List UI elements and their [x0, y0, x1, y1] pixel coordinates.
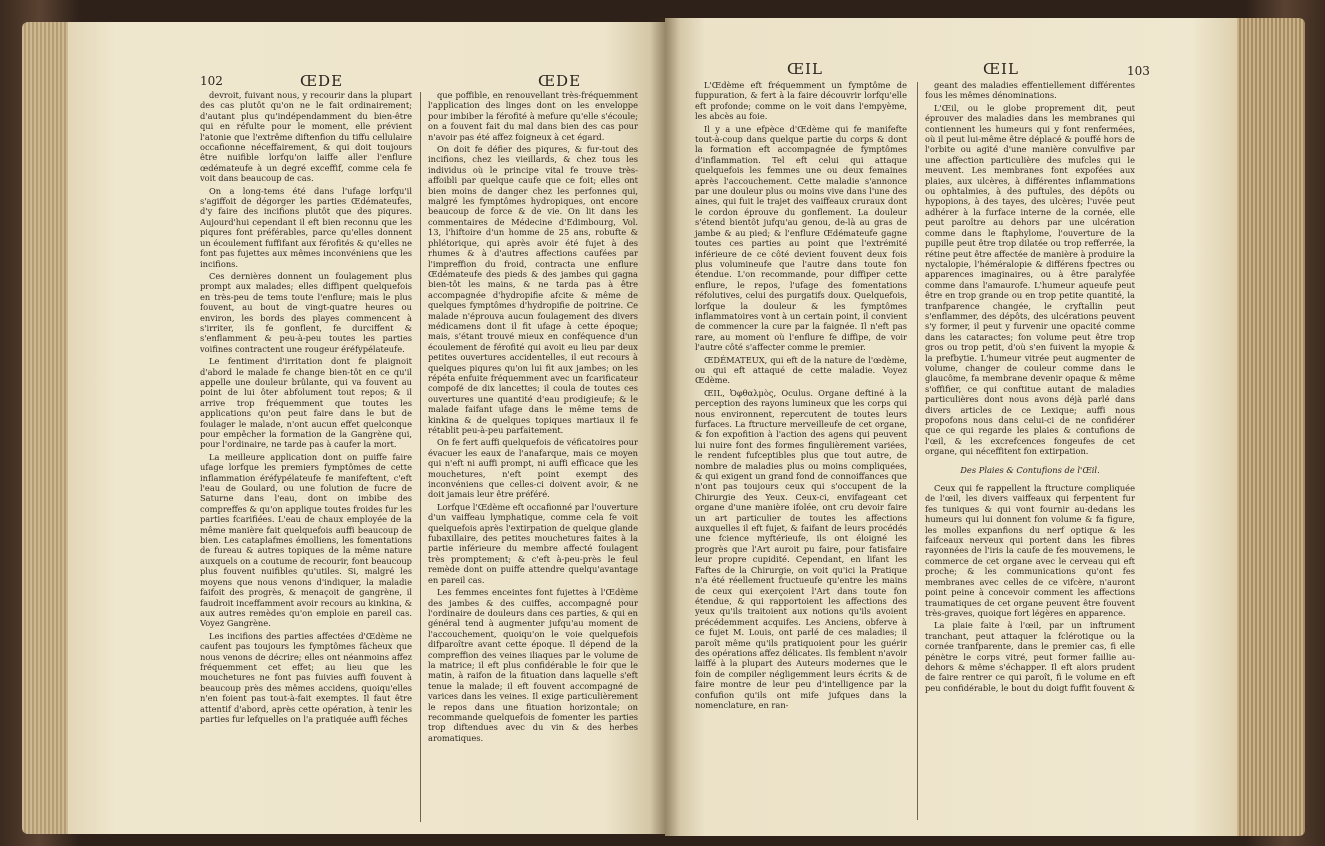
text-column-2: [925, 80, 1135, 825]
running-header: ŒDE: [538, 72, 582, 90]
paragraph: Lorfque l'Œdème eft occafionné par l'ouverture d'un vaiffeau lymphatique, comme cela fe voit quelquefois après l'extirpation de quelque glande fubaxillaire, des petites mouchetures faites à la partie inférieure du membre affecté foulagent très promptement; & c'eft à-peu-près le feul remède dont on puiffe attendre quelqu'avantage en pareil cas.: [428, 501, 638, 585]
section-heading: Des Plaies & Contufions de l'Œil.: [960, 464, 1100, 475]
paragraph: On doit fe défier des piqures, & fur-tout des incifions, chez les vieillards, & chez tous les individus où le principe vital fe trouve très-affoibli par quelque caufe que ce foit; elles ont bien moins de danger chez les perfonnes qui, malgré les fymptômes hydropiques, ont encore beaucoup de force & de vie. On lit dans les commentaires de Médecine d'Edimbourg, Vol. 13, l'hiftoire d'un homme de 25 ans, robufte & phlétorique, qui après avoir été fujet à des rhumes & à d'autres affections caufées par l'impreffion du froid, contracta une enflure Œdémateufe des pieds & des jambes qui gagna bien-tôt les mains, & ne tarda pas à être accompagnée d'hydropifie afcite & même de quelques fymptômes d'hydropifie de poitrine. Ce malade n'éprouva aucun foulagement des divers médicamens dont il fit ufage à cette époque; mais, s'étant trouvé mieux en conféquence d'un écoulement de férofité qui avoit eu lieu par deux petites ouvertures accidentelles, il eut recours à quelques piqures qu'on lui fit aux jambes; on les répéta enfuite fréquemment avec un fcarificateur compofé de dix lancettes; il coula de toutes ces ouvertures une quantité d'eau prodigieufe; & le malade faifant ufage dans le même tems de kinkina & de quelques topiques martiaux il fe rétablit peu-à-peu parfaitement.: [428, 144, 638, 435]
book-gutter: [650, 18, 680, 836]
paragraph: devroit, fuivant nous, y recourir dans la plupart des cas plutôt qu'on ne le fait ordinairement; d'autant plus qu'indépendamment du bien-être qui en réfulte pour le moment, elle prévient l'atonie que l'extrême diftenfion du tiffu cellulaire occafionne néceffairement, & qui doit toujours être nuifible lorfqu'on laiffe aller l'enflure œdémateufe à un degré exceffif, comme cela fe voit dans beaucoup de cas.: [200, 90, 412, 184]
column-rule: [420, 92, 421, 822]
text-column-1: [200, 90, 412, 825]
paragraph: On fe fert auffi quelquefois de véficatoires pour évacuer les eaux de l'anafarque, mais ce moyen qui n'eft ni auffi prompt, ni auffi efficace que les mouchetures, n'eft point exempt des inconvéniens que celles-ci doivent avoir, & ne doit jamais leur être préféré.: [428, 437, 638, 500]
paragraph: Les femmes enceintes font fujettes à l'Œdème des jambes & des cuiffes, accompagné pour l'ordinaire de douleurs dans ces parties, & qui en général tend à augmenter jufqu'au moment de l'accouchement, quoiqu'on le voie quelquefois difparoître avant cette époque. Il dépend de la compreffion des veines iliaques par le volume de la matrice; il eft plus confidérable le foir que le matin, à raifon de la fituation dans laquelle s'eft tenue la malade; il eft fouvent accompagné de varices dans les veines. Il exige particulièrement le repos dans une fituation horizontale; on recommande quelquefois de fomenter les parties trop diftendues avec du vin & des herbes aromatiques.: [428, 587, 638, 743]
running-header: ŒDE: [300, 72, 344, 90]
left-page: [68, 22, 665, 834]
column-rule: [917, 82, 918, 820]
paragraph: ŒDÉMATEUX, qui eft de la nature de l'œdème, ou qui eft attaqué de cette maladie. Voyez Œdème.: [695, 354, 907, 386]
paragraph: L'Œil, ou le globe proprement dit, peut éprouver des maladies dans les membranes qui contiennent les humeurs qui y font renfermées, où il peut lui-même être déplacé & pouffé hors de l'orbite ou agité d'une manière convulfive par une affection particulière des mufcles qui le meuvent. Les membranes font expofées aux plaies, aux ulcères, à différentes inflammations ou ophtalmies, à des puftules, des dépôts ou hypopions, à des tayes, des ulcères; l'uvée peut adhérer à la furface interne de la cornée, elle peut paroître au dehors par une ulcération comme dans le ftaphylome, l'ouverture de la pupille peut être trop dilatée ou trop refferrée, la rétine peut être affectée de manière à produire la nyctalopie, l'héméralopie & différens fpectres ou apparences imaginaires, ou à être paralyfée comme dans l'amaurofe. L'humeur aqueufe peut être en trop grande ou en trop petite quantité, la tranfparence changée, le cryftallin peut s'enflammer, des dépôts, des ulcérations peuvent s'y former, il peut y furvenir une opacité comme dans les cataractes; fon volume peut être trop gros ou trop petit, d'où s'en fuivent la myopie & la prefbytie. L'humeur vitrée peut augmenter de volume, changer de couleur comme dans le glaucôme, fa membrane devenir opaque & même s'offifier, ce qui conftitue autant de maladies particulières dont nous avons déjà parlé dans divers articles de ce Lexique; auffi nous propofons nous dans celui-ci de ne confidérer que ce qui regarde les plaies & contufions de l'œil, & les excrefcences fongeufes de cet organe, qui néceffitent fon extirpation.: [925, 102, 1135, 457]
paragraph: Ceux qui fe rappellent la ftructure compliquée de l'œil, les divers vaiffeaux qui ferpentent fur fes tuniques & qui vont fournir au-dedans les humeurs qui lui donnent fon volume & fa figure, les molles expanfions du nerf optique & les faifceaux nerveux qui portent dans les fibres rayonnées de l'iris la caufe de fes mouvemens, le commerce de cet organe avec le cerveau qui eft proche; & les communications qu'ont fes membranes avec celles de ce vifcère, n'auront point peine à concevoir comment les affections traumatiques de cet organe peuvent être fouvent très-graves, quoique fort légères en apparence.: [925, 483, 1135, 618]
paragraph: geant des maladies effentiellement différentes fous les mêmes dénominations.: [925, 80, 1135, 101]
paragraph: L'Œdème eft fréquemment un fymptôme de fuppuration, & fert à la faire découvrir lorfqu'elle eft profonde; comme on le voit dans l'empyème, les abcès au foie.: [695, 80, 907, 122]
paragraph: ŒIL, Ὀφθαλμὸς, Oculus. Organe deftiné à la perception des rayons lumineux que les corps qui nous environnent, repercutent de toutes leurs furfaces. La ftructure merveilleufe de cet organe, & fon expofition à l'action des agens qui peuvent lui nuire font des formes fingulièrement variées, le rendent fufceptibles plus que tout autre, de nombre de maladies plus ou moins compliquées, & qui exigent un grand fond de connoiffances que n'ont pas toujours ceux qui s'occupent de la Chirurgie des Yeux. Ceux-ci, envifageant cet organe d'une manière ifolée, ont cru devoir faire un art particulier de toutes les affections auxquelles il eft fujet, & faifant de leurs procédés une fcience myftérieufe, ils ont éloigné les progrès que l'Art auroit pu faire, pour fatisfaire leur propre cupidité. Cependant, en lifant les Faftes de la Chirurgie, on voit qu'ici la Pratique n'a été réellement fructueufe qu'entre les mains de ceux qui exerçoient l'Art dans toute fon étendue, & qui rapportoient les affections des yeux qu'ils traitoient aux notions qu'ils avoient précédemment acquifes. Les Anciens, obferve à ce fujet M. Louis, ont parlé de ces maladies; il paroît même qu'ils pratiquoient pour les guérir des opérations affez délicates. Ils femblent n'avoir laiffé à la plupart des Auteurs modernes que le foin de compiler négligemment leurs écrits & de faire montre de leur peu d'intelligence par la confufion qu'ils ont mife jufques dans la nomenclature, en ran-: [695, 387, 907, 710]
paragraph: Les incifions des parties affectées d'Œdème ne caufent pas toujours les fymptômes fâcheux que nous venons de décrire; elles ont néanmoins affez fréquemment cet effet; au lieu que les mouchetures ne font pas fuivies auffi fouvent à beaucoup près des mêmes accidens, quoiqu'elles n'en foient pas tout-à-fait exemptes. Il faut être attentif d'abord, après cette opération, à tenir les parties fur lefquelles on l'a pratiquée auffi féches: [200, 630, 412, 724]
page-number: 102: [200, 74, 223, 88]
paragraph: La plaie faite à l'œil, par un inftrument tranchant, peut attaquer la fclérotique ou la cornée tranfparente, dans le premier cas, fi elle pénètre le corps vitré, peut former faillie au-dehors & même s'échapper. Il eft alors prudent de faire rentrer ce qui paroît, fi le volume en eft peu confidérable, le bout du doigt fuffit fouvent &: [925, 620, 1136, 693]
paragraph: On a long-tems été dans l'ufage lorfqu'il s'agiffoit de dégorger les parties Œdémateufes, d'y faire des incifions plutôt que des piqures. Aujourd'hui cependant il eft bien reconnu que les piqures font préférables, parce qu'elles donnent un écoulement fuffifant aux férofités & qu'elles ne font pas fujettes aux mêmes inconvéniens que les incifions.: [200, 185, 412, 269]
paragraph: Il y a une efpèce d'Œdème qui fe manifefte tout-à-coup dans quelque partie du corps & dont la formation eft accompagnée de fymptômes d'inflammation. Tel eft celui qui attaque quelquefois les femmes une ou deux femaines après l'accouchement. Cette maladie s'annonce par une douleur plus ou moins vive dans l'une des aines, qui fuit le trajet des vaiffeaux cruraux dont le cordon éprouve du gonflement. La douleur s'étend bientôt jufqu'au genou, de-là au gras de jambe & au pied; & l'enflure Œdémateufe gagne toutes ces parties au point que l'extrémité inférieure de ce côté devient fouvent deux fois plus volumineufe que l'autre dans toute fon étendue. L'on recommande, pour diffiper cette enflure, le repos, l'ufage des fomentations réfolutives, celui des purgatifs doux. Quelquefois, lorfque la douleur & les fymptômes inflammatoires vont à un certain point, il convient de commencer la cure par la faignée. Il n'eft pas rare, au moment où l'enflure fe diffipe, de voir l'autre côté s'affecter comme le premier.: [695, 123, 907, 353]
page-number: 103: [1127, 64, 1150, 78]
paragraph: Le fentiment d'irritation dont fe plaignoit d'abord le malade fe change bien-tôt en ce qu'il appelle une douleur brûlante, qui va fouvent au point de lui ôter abfolument tout repos; & il arrive trop fréquemment que toutes les applications qu'on peut faire dans le but de foulager le malade, n'ont aucun effet quelconque pour empêcher la formation de la Gangrène qui, pour l'ordinaire, ne tarde pas à caufer la mort.: [200, 356, 412, 450]
paragraph: La meilleure application dont on puiffe faire ufage lorfque les premiers fymptômes de cette inflammation éréfypélateufe fe manifeftent, c'eft l'eau de Goulard, ou une folution de fucre de Saturne dans l'eau, dont on imbibe des compreffes & qu'on applique toutes froides fur les parties fcarifiées. L'eau de chaux employée de la même manière fait quelquefois auffi beaucoup de bien. Les cataplafmes émolliens, les fomentations de fureau & autres topiques de la même nature auxquels on a coutume de recourir, font beaucoup plus fouvent nuifibles qu'utiles. Si, malgré les moyens que nous venons d'indiquer, la maladie faifoit des progrès, & menaçoit de gangrène, il faudroit inceffamment avoir recours au kinkina, & aux autres remèdes qu'on emploie en pareil cas. Voyez Gangrène.: [200, 451, 412, 629]
right-page: [665, 18, 1237, 836]
running-header: ŒIL: [787, 60, 823, 78]
paragraph: Ces dernières donnent un foulagement plus prompt aux malades; elles diffipent quelquefois en très-peu de tems toute l'enflure; mais le plus fouvent, au bout de vingt-quatre heures ou environ, les bords des playes commencent à s'irriter, ils fe gonflent, fe durciffent & s'enflamment & peu-à-peu toutes les parties voifines contractent une rougeur éréfypélateufe.: [200, 270, 412, 354]
running-header: ŒIL: [983, 60, 1019, 78]
text-column-2: [428, 90, 638, 825]
page-edges-right: [1233, 18, 1305, 836]
paragraph: que poffible, en renouvellant très-fréquemment l'application des linges dont on les enveloppe pour imbiber la férofité à mefure qu'elle s'écoule; on a fouvent fait du mal dans bien des cas pour n'avoir pas été affez foigneux à cet égard.: [428, 90, 638, 142]
text-column-1: [695, 80, 907, 825]
